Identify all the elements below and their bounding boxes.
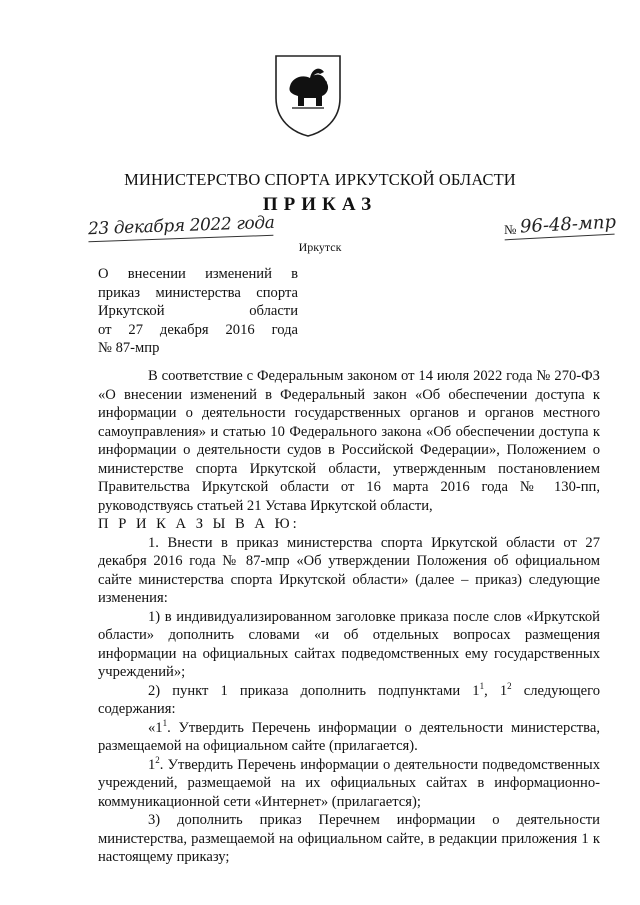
subitem-3-paragraph: 3) дополнить приказ Перечнем информации о деятельности министерства, размещаемой на официальном сайте, в редакции приложения 1 к настоящему приказу; xyxy=(98,812,600,865)
city-name: Иркутск xyxy=(298,240,342,254)
subject-line: О внесении изменений в xyxy=(98,266,298,282)
document-body xyxy=(98,367,600,867)
document-title: ПРИКАЗ xyxy=(262,194,378,215)
subject-line: № 87-мпр xyxy=(98,340,160,356)
quoted-point-1-1: «$1^1$. Утвердить Перечень информации о деятельности министерства, размещаемой на официальном сайте (прилагается). xyxy=(98,717,600,754)
preamble-paragraph: В соответствие с Федеральным законом от 14 июля 2022 года № 270-ФЗ «О внесении изменений в Федеральный закон «Об обеспечении доступа к информации о деятельности государственных органов и органов местного самоуправления» и статью 10 Федерального закона «Об обеспечении доступа к информации о деятельности судов в Российской Федерации», Положением о министерстве спорта Иркутской области, утвержденным постановлением Правительства Иркутской области от 16 марта 2016 года № 130-пп, руководствуясь статьей 21 Устава Иркутской области, xyxy=(98,368,600,514)
ministry-name: МИНИСТЕРСТВО СПОРТА ИРКУТСКОЙ ОБЛАСТИ xyxy=(124,170,516,189)
handwritten-date: 23 декабря 2022 года xyxy=(88,213,275,239)
subitem-2-paragraph: 2) пункт 1 приказа дополнить подпунктами $1^1$, $1^2$ следующего содержания: xyxy=(98,680,601,717)
quoted-point-1-2: $1^2$. Утвердить Перечень информации о деятельности подведомственных учреждений, размещаемой на их официальных сайтах в информационно-коммуникационной сети «Интернет» (прилагается); xyxy=(98,754,600,810)
coat-of-arms-emblem xyxy=(272,52,344,138)
subject-line: от 27 декабря 2016 года xyxy=(98,321,298,338)
number-prefix: № xyxy=(504,222,517,237)
order-subject xyxy=(98,265,298,358)
order-word: П Р И К А З Ы В А Ю: xyxy=(98,516,300,532)
item-1-paragraph: 1. Внести в приказ министерства спорта Иркутской области от 27 декабря 2016 года № 87-мпр «Об утверждении Положения об официальном сайте министерства спорта Иркутской области» (далее – приказ) следующие изменения: xyxy=(98,534,600,606)
handwritten-order-number: 96-48-мпр xyxy=(520,212,617,238)
subject-line: приказ министерства спорта xyxy=(98,284,298,301)
subject-line: Иркутской области xyxy=(98,303,298,319)
subitem-1-paragraph: 1) в индивидуализированном заголовке приказа после слов «Иркутской области» дополнить словами «и об отдельных вопросах размещения информации на официальных сайтах подведомственных ему государственных учреждений»; xyxy=(98,608,600,680)
